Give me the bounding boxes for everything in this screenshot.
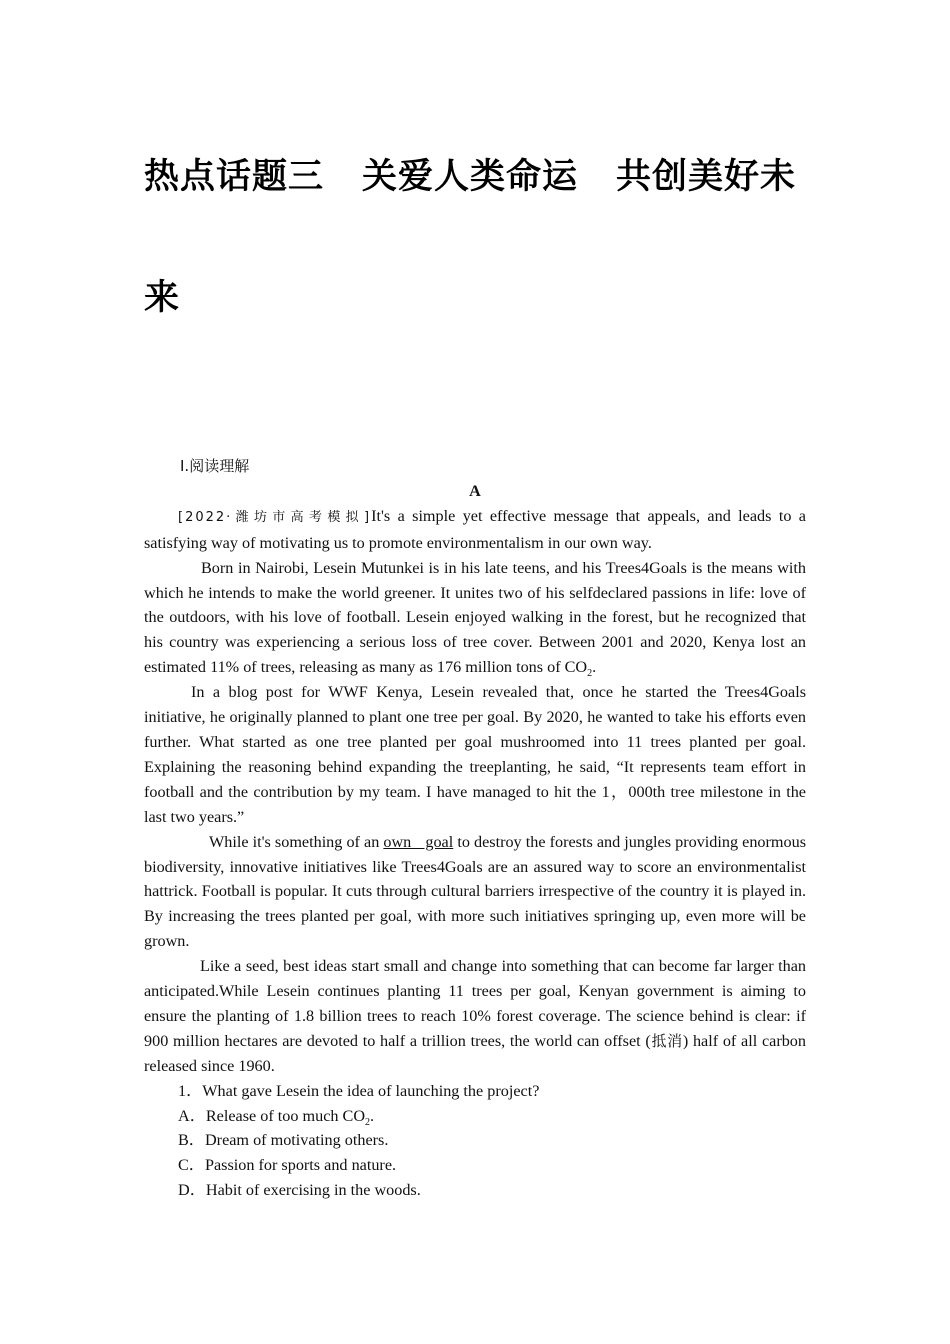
paragraph-1-text: It's a simple yet effective message that appeals, and leads to a satisfying way of motivating us to promote environmentalism in our own way. [144, 506, 806, 552]
paragraph-5-before: Like a seed, best ideas start small and change into something that can become far larger than anticipated.While Lesein continues planting 11 trees per goal, Kenyan government is aiming to ensure the planting of 1.8 billion trees to reach 10% forest coverage. The science behind is clear: if 900 million hectares are devoted to half a trillion trees, the world can offset ( [144, 957, 806, 1050]
question-1: 1．What gave Lesein the idea of launching the project? [178, 1081, 540, 1100]
paragraph-4-before: While it's something of an [209, 832, 384, 851]
title-part-1: 热点话题三 [144, 157, 325, 197]
reading-section [144, 454, 806, 1203]
page-title-line-1 [144, 157, 797, 197]
paragraph-1 [144, 504, 806, 556]
underlined-phrase: own goal [383, 832, 454, 851]
option-c: C．Passion for sports and nature. [178, 1156, 397, 1175]
title-part-3: 共创美好未 [616, 157, 797, 197]
paragraph-4-after: to destroy the forests and jungles providing enormous biodiversity, innovative initiatives like Trees4Goals are an assured way to score an environmentalist hattrick. Football is popular. It cuts through cultural barriers irrespective of the country it is played in. By increasing the trees planted per goal, with more such initiatives springing up, even more will be grown. [144, 832, 806, 951]
option-a-text: A．Release of too much CO [178, 1106, 366, 1125]
paragraph-5-after: ) half of all carbon released since 1960. [144, 1031, 806, 1075]
source-citation: [2022·潍坊市高考模拟] [178, 509, 372, 525]
page-title-line-2: 来 [144, 278, 181, 318]
option-a-subscript: 2 [365, 1116, 371, 1128]
paragraph-5 [144, 954, 806, 1079]
passage-label: A [469, 481, 481, 500]
section-heading: Ⅰ.阅读理解 [180, 457, 250, 475]
option-a [144, 1104, 806, 1129]
option-b: B．Dream of motivating others. [178, 1131, 389, 1150]
paragraph-3: In a blog post for WWF Kenya, Lesein revealed that, once he started the Trees4Goals initiative, he originally planned to plant one tree per goal. By 2020, he wanted to take his efforts even further. What started as one tree planted per goal mushroomed into 11 trees planted per goal. Explaining the reasoning behind expanding the treeplanting, he said, “It represents team effort in football and the contribution by my team. I have managed to hit the 1，000th tree milestone in the last two years.” [144, 683, 806, 826]
co2-subscript: 2 [587, 668, 593, 680]
title-part-2: 关爱人类命运 [362, 157, 579, 197]
chinese-gloss: 抵消 [650, 1031, 683, 1050]
paragraph-2-text: Born in Nairobi, Lesein Mutunkei is in his late teens, and his Trees4Goals is the means with which he intends to make the world greener. It unites two of his selfdeclared passions in life: love of the outdoors, with his love of football. Lesein enjoyed walking in the forest, but he recognized that his country was experiencing a serious loss of tree cover. Between 2001 and 2020, Kenya lost an estimated 11% of trees, releasing as many as 176 million tons of CO [144, 558, 806, 677]
paragraph-4 [144, 830, 806, 955]
paragraph-2-end: . [592, 658, 597, 677]
option-a-end: . [370, 1106, 375, 1125]
paragraph-2 [144, 556, 806, 681]
option-d: D．Habit of exercising in the woods. [178, 1181, 421, 1200]
